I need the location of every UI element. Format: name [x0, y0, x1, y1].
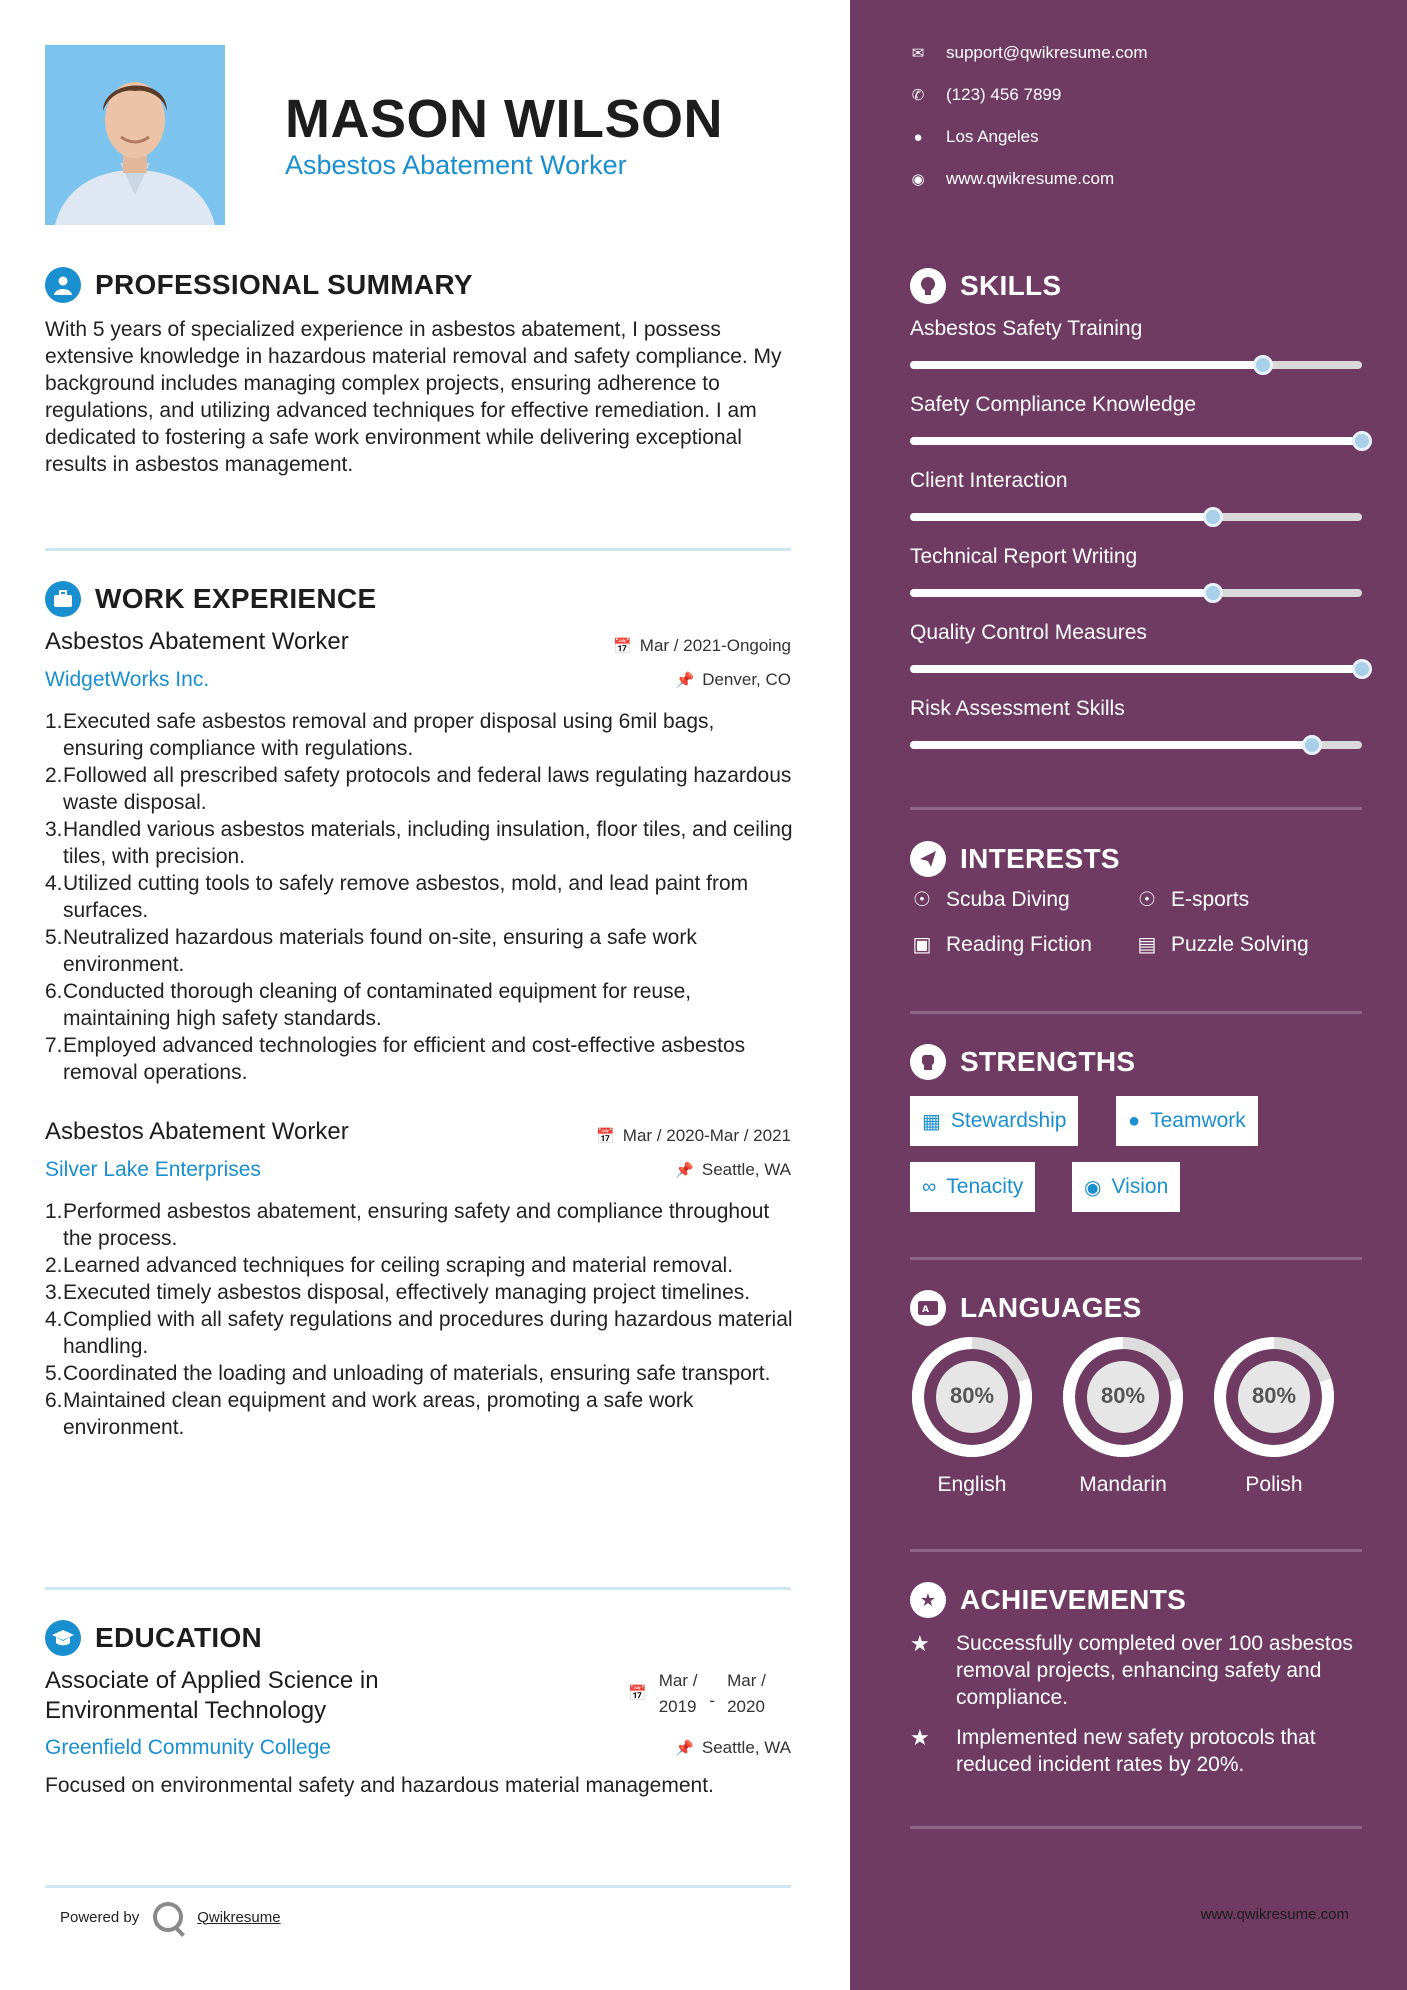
strength-chip-stewardship: ▦ Stewardship: [910, 1096, 1078, 1146]
job-company: WidgetWorks Inc.: [45, 668, 210, 691]
list-item: 2. Learned advanced techniques for ceiling scraping and material removal.: [45, 1254, 734, 1277]
education-heading: EDUCATION: [45, 1620, 262, 1656]
job-location: 📌 Denver, CO: [675, 670, 791, 689]
qwikresume-link[interactable]: Qwikresume: [197, 1908, 281, 1926]
education-location: 📌 Seattle, WA: [675, 1738, 791, 1757]
list-item: 3. Handled various asbestos materials, including insulation, floor tiles, and ceiling tiles, with precision.: [45, 818, 793, 868]
interest-e-sports: ☉ E-sports: [1135, 887, 1249, 912]
contact-location: ● Los Angeles: [910, 127, 1039, 147]
paper-plane-icon: [910, 841, 946, 877]
lifebuoy-icon: ☉: [913, 889, 931, 911]
divider: [910, 1257, 1362, 1260]
briefcase-icon: ▦: [922, 1110, 941, 1133]
job-date: 📅 Mar / 2021-Ongoing: [613, 636, 791, 655]
divider: [910, 807, 1362, 810]
skill-bar: [910, 665, 1362, 673]
skill-slider-knob: [1203, 507, 1223, 527]
list-item: 2. Followed all prescribed safety protocols and federal laws regulating hazardous waste disposal.: [45, 764, 792, 814]
skill-bar-fill: [910, 589, 1213, 597]
users-icon: ●: [1128, 1109, 1141, 1132]
skill-bar-fill: [910, 665, 1362, 673]
fist-icon: [910, 1044, 946, 1080]
strength-chip-tenacity: ∞ Tenacity: [910, 1162, 1035, 1212]
languages-heading: A LANGUAGES: [910, 1290, 1142, 1326]
skill-slider-knob: [1302, 735, 1322, 755]
shooting-star-icon: ★: [910, 1631, 930, 1656]
language-label: English: [937, 1473, 1007, 1496]
summary-text: With 5 years of specialized experience in asbestos abatement, I possess extensive knowledge in hazardous material removal and safety compliance. My background includes managing complex projects, ensuring adherence to regulations, and utilizing advanced techniques for effective remediation. I am dedicated to fostering a safe work environment while delivering exceptional results in asbestos management.: [45, 318, 782, 476]
strength-chip-teamwork: ● Teamwork: [1116, 1096, 1258, 1146]
job-company: Silver Lake Enterprises: [45, 1158, 261, 1181]
pin-icon: 📌: [675, 672, 695, 689]
skill-label: Risk Assessment Skills: [910, 697, 1125, 720]
gamepad-icon: ▣: [912, 934, 932, 956]
skills-heading: SKILLS: [910, 268, 1061, 304]
language-mandarin: [1061, 1335, 1185, 1496]
list-item: 5. Coordinated the loading and unloading of materials, ensuring safe transport.: [45, 1362, 771, 1385]
list-item: 7. Employed advanced technologies for efficient and cost-effective asbestos removal operations.: [45, 1034, 746, 1084]
binoculars-icon: ◉: [1084, 1176, 1102, 1199]
candidate-name: MASON WILSON: [285, 89, 723, 149]
map-marker-icon: ●: [913, 128, 923, 146]
achievement-item: ★ Successfully completed over 100 asbestos removal projects, enhancing safety and compliance.: [910, 1631, 1353, 1709]
interest-reading-fiction: ▣ Reading Fiction: [910, 932, 1092, 957]
lifebuoy-icon: ☉: [1138, 889, 1156, 911]
interests-heading: INTERESTS: [910, 841, 1120, 877]
skill-bar-fill: [910, 437, 1362, 445]
list-item: 4. Utilized cutting tools to safely remove asbestos, mold, and lead paint from surfaces.: [45, 872, 749, 922]
skill-bar: [910, 513, 1362, 521]
skill-slider-knob: [1352, 659, 1372, 679]
language-percent: 80%: [1100, 1383, 1146, 1408]
divider: [45, 548, 791, 551]
language-icon: [910, 1290, 946, 1326]
skill-label: Asbestos Safety Training: [910, 317, 1143, 340]
skill-label: Technical Report Writing: [910, 545, 1138, 568]
skill-bar-fill: [910, 361, 1263, 369]
job-title: Asbestos Abatement Worker: [45, 1118, 349, 1145]
calendar-icon: 📅: [628, 1685, 647, 1702]
book-icon: ▤: [1137, 934, 1157, 956]
language-english: [910, 1335, 1034, 1496]
experience-heading: WORK EXPERIENCE: [45, 581, 376, 617]
job-bullets: [45, 1198, 795, 1441]
contact-email[interactable]: ✉ support@qwikresume.com: [911, 43, 1148, 62]
profile-photo: [45, 45, 225, 225]
degree-title: Associate of Applied Science in Environmental Technology: [45, 1667, 379, 1724]
footer-website[interactable]: www.qwikresume.com: [1200, 1906, 1349, 1923]
pin-icon: 📌: [675, 1740, 694, 1757]
skill-label: Quality Control Measures: [910, 621, 1147, 644]
job-date: 📅 Mar / 2020-Mar / 2021: [596, 1126, 791, 1145]
qwikresume-logo-icon: [153, 1902, 183, 1932]
skill-bar-fill: [910, 741, 1312, 749]
skill-bar: [910, 437, 1362, 445]
list-item: 4. Complied with all safety regulations and procedures during hazardous material handling.: [45, 1308, 793, 1358]
divider: [910, 1011, 1362, 1014]
powered-by: Powered by Qwikresume: [60, 1902, 281, 1932]
contact-phone[interactable]: ✆ (123) 456 7899: [911, 85, 1062, 104]
lightbulb-icon: [910, 268, 946, 304]
list-item: 3. Executed timely asbestos disposal, effectively managing project timelines.: [45, 1281, 751, 1304]
achievements-heading: ★ ACHIEVEMENTS: [910, 1582, 1186, 1618]
divider: [45, 1885, 791, 1888]
job-title: Asbestos Abatement Worker: [45, 628, 349, 655]
divider: [910, 1826, 1362, 1829]
achievement-item: ★ Implemented new safety protocols that reduced incident rates by 20%.: [910, 1725, 1316, 1776]
list-item: 1. Executed safe asbestos removal and proper disposal using 6mil bags, ensuring compliance with regulations.: [45, 710, 715, 760]
skill-slider-knob: [1203, 583, 1223, 603]
skill-slider-knob: [1253, 355, 1273, 375]
svg-text:A: A: [922, 1305, 929, 1315]
globe-icon: ◉: [911, 171, 925, 188]
skill-slider-knob: [1352, 431, 1372, 451]
divider: [45, 1587, 791, 1590]
link-icon: ∞: [922, 1175, 937, 1198]
shooting-star-icon: ★: [910, 1725, 930, 1750]
candidate-title: Asbestos Abatement Worker: [285, 150, 627, 180]
strength-chip-vision: ◉ Vision: [1072, 1162, 1180, 1212]
list-item: 6. Conducted thorough cleaning of contaminated equipment for reuse, maintaining high safety standards.: [45, 980, 692, 1030]
calendar-icon: 📅: [596, 1128, 615, 1145]
skill-bar: [910, 741, 1362, 749]
pin-icon: 📌: [675, 1162, 694, 1179]
job-bullets: [45, 708, 795, 1086]
contact-website[interactable]: ◉ www.qwikresume.com: [911, 169, 1115, 188]
phone-icon: ✆: [911, 87, 925, 104]
list-item: 6. Maintained clean equipment and work areas, promoting a safe work environment.: [45, 1389, 694, 1439]
interest-scuba-diving: ☉ Scuba Diving: [910, 887, 1070, 912]
skill-label: Client Interaction: [910, 469, 1068, 492]
language-polish: [1212, 1335, 1336, 1496]
list-item: 1. Performed asbestos abatement, ensuring safety and compliance throughout the process.: [45, 1200, 770, 1250]
star-icon: ★: [910, 1582, 946, 1618]
calendar-icon: 📅: [613, 638, 632, 655]
job-location: 📌 Seattle, WA: [675, 1160, 791, 1179]
divider: [910, 1549, 1362, 1552]
summary-heading: PROFESSIONAL SUMMARY: [45, 267, 473, 303]
interest-puzzle-solving: ▤ Puzzle Solving: [1135, 932, 1309, 957]
school-name: Greenfield Community College: [45, 1736, 331, 1759]
briefcase-icon: [45, 581, 81, 617]
language-percent: 80%: [1251, 1383, 1297, 1408]
skill-label: Safety Compliance Knowledge: [910, 393, 1197, 416]
list-item: 5. Neutralized hazardous materials found on-site, ensuring a safe work environment.: [45, 926, 697, 976]
language-label: Polish: [1245, 1473, 1303, 1496]
strengths-heading: STRENGTHS: [910, 1044, 1135, 1080]
language-label: Mandarin: [1079, 1473, 1167, 1496]
sidebar: [850, 0, 1407, 1990]
education-date: 📅 Mar / 2019 - Mar / 2020: [628, 1671, 766, 1716]
skill-bar-fill: [910, 513, 1213, 521]
skill-bar: [910, 361, 1362, 369]
language-percent: 80%: [949, 1383, 995, 1408]
education-description: Focused on environmental safety and hazardous material management.: [45, 1774, 714, 1797]
user-icon: [45, 267, 81, 303]
graduation-cap-icon: [45, 1620, 81, 1656]
envelope-icon: ✉: [911, 45, 925, 62]
skill-bar: [910, 589, 1362, 597]
